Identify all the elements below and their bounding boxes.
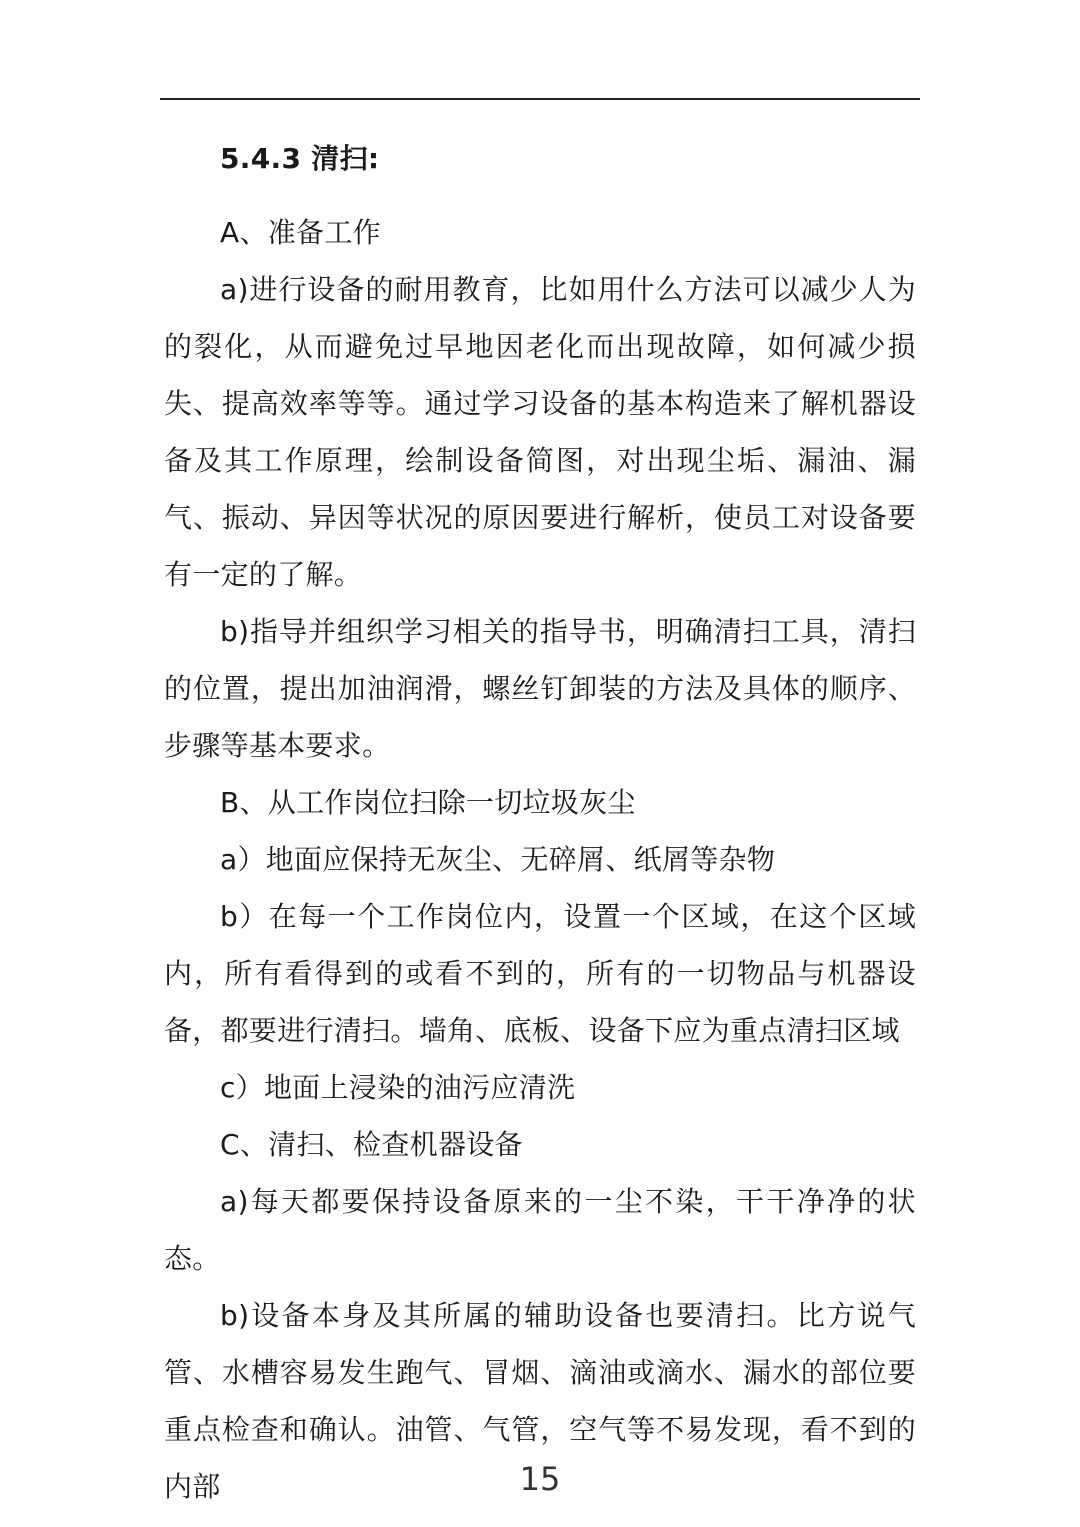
- paragraph-c-a: a)每天都要保持设备原来的一尘不染，干干净净的状态。: [164, 1185, 916, 1275]
- subheading-b: B、从工作岗位扫除一切垃圾灰尘: [220, 786, 636, 819]
- paragraph-b-a: a）地面应保持无灰尘、无碎屑、纸屑等杂物: [220, 843, 776, 876]
- paragraph-b-b: b）在每一个工作岗位内，设置一个区域，在这个区域内，所有看得到的或看不到的，所有的一切物品与机器设备，都要进行清扫。墙角、底板、设备下应为重点清扫区域: [164, 900, 916, 1047]
- subheading-c: C、清扫、检查机器设备: [220, 1128, 523, 1161]
- header-rule: [160, 98, 920, 100]
- document-body: [164, 128, 916, 1515]
- paragraph-a-b: b)指导并组织学习相关的指导书，明确清扫工具，清扫的位置，提出加油润滑，螺丝钉卸装的方法及具体的顺序、步骤等基本要求。: [164, 615, 916, 762]
- paragraph-a-a: a)进行设备的耐用教育，比如用什么方法可以减少人为的裂化，从而避免过早地因老化而出现故障，如何减少损失、提高效率等等。通过学习设备的基本构造来了解机器设备及其工作原理，绘制设备简图，对出现尘垢、漏油、漏气、振动、异因等状况的原因要进行解析，使员工对设备要有一定的了解。: [164, 273, 916, 591]
- paragraph-c-b: b)设备本身及其所属的辅助设备也要清扫。比方说气管、水槽容易发生跑气、冒烟、滴油或滴水、漏水的部位要重点检查和确认。油管、气管，空气等不易发现，看不到的内部: [164, 1299, 916, 1503]
- page-number: 15: [519, 1460, 561, 1498]
- paragraph-b-c: c）地面上浸染的油污应清洗: [220, 1071, 576, 1104]
- subheading-a: A、准备工作: [220, 216, 381, 249]
- section-heading: 5.4.3 清扫:: [220, 142, 380, 175]
